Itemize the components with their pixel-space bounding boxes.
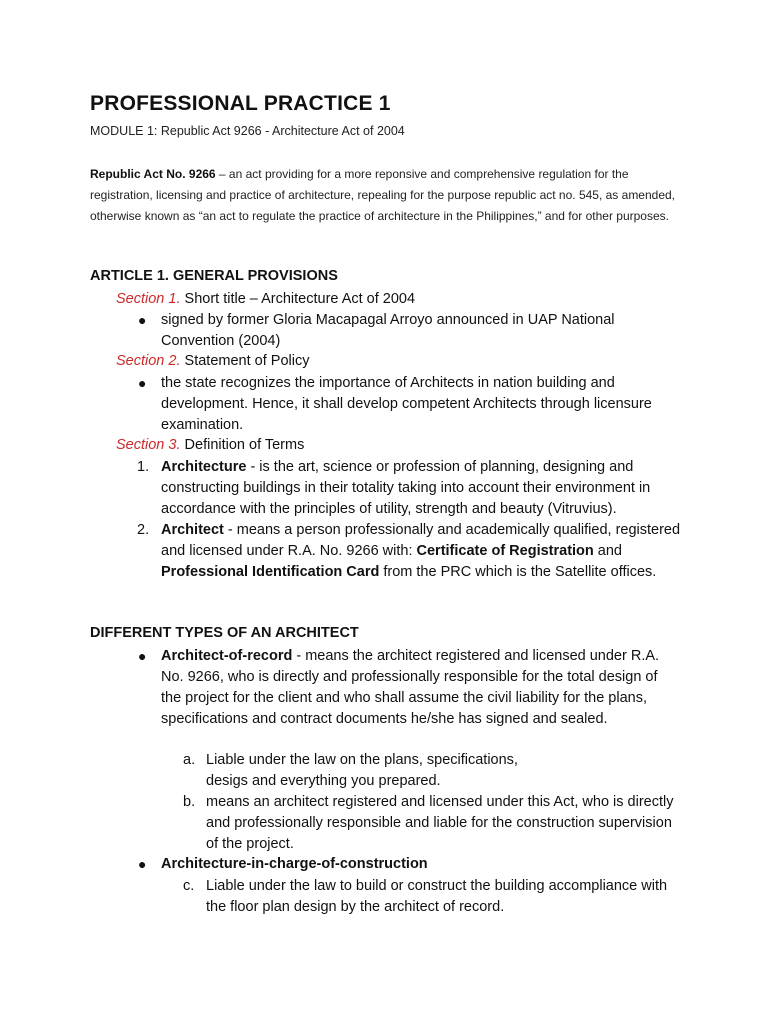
bullet-icon: ● [138, 856, 147, 872]
section-1 [116, 289, 415, 310]
bullet-icon: ● [138, 312, 147, 328]
term-bold: Professional Identification Card [161, 564, 380, 580]
list-letter: c. [183, 878, 195, 894]
term-bold: Certificate of Registration [416, 543, 594, 559]
term-definition [161, 457, 681, 520]
bullet-text [161, 646, 681, 730]
item-text [206, 750, 676, 792]
bullet-icon: ● [138, 375, 147, 391]
term-name: Architect [161, 522, 224, 538]
item-text: Liable under the law to build or construct the building accompliance with the floor plan design by the architect of record. [206, 878, 668, 915]
intro-paragraph [90, 164, 680, 227]
bullet-text: the state recognizes the importance of Architects in nation building and development. Hence, it shall develop competent Architects through licensure examination. [161, 375, 652, 433]
item-line: desigs and everything you prepared. [206, 773, 441, 789]
module-subtitle: MODULE 1: Republic Act 9266 - Architecture Act of 2004 [90, 124, 405, 138]
section-number: Section 1. [116, 291, 181, 307]
section-3 [116, 435, 304, 456]
list-number: 1. [137, 459, 150, 475]
term-text: - means the architect registered and licensed under R.A. No. 9266, who is directly and professionally responsible for the total design of the project for the client and who shall assume the civil liability for the plans, specifications and contract documents he/she has signed and sealed. [161, 648, 660, 727]
section-2 [116, 351, 309, 372]
term-name: Architecture [161, 459, 247, 475]
page-title: PROFESSIONAL PRACTICE 1 [90, 92, 391, 115]
intro-text: – an act providing for a more reponsive and comprehensive regulation for the registration, licensing and practice of architecture, repealing for the purpose republic act no. 545, as amended, otherwise known as “an act to regulate the practice of architecture in the Philippines,” and for other purposes. [90, 167, 676, 223]
section-number: Section 3. [116, 437, 181, 453]
term-definition [161, 520, 681, 583]
section-title: Statement of Policy [180, 353, 310, 369]
intro-bold-term: Republic Act No. 9266 [90, 167, 216, 181]
types-heading: DIFFERENT TYPES OF AN ARCHITECT [90, 625, 359, 641]
list-number: 2. [137, 522, 150, 538]
list-letter: b. [183, 794, 196, 810]
item-text: means an architect registered and licensed under this Act, who is directly and professionally responsible and liable for the construction supervision of the project. [206, 794, 674, 852]
term-text: from the PRC which is the Satellite offices. [379, 564, 657, 580]
list-letter: a. [183, 752, 196, 768]
term-text: - is the art, science or profession of planning, designing and constructing buildings in their totality taking into account their environment in accordance with the principles of utility, strength and beauty (Vitruvius). [161, 459, 651, 517]
term-text: - means a person professionally and academically qualified, registered and licensed under R.A. No. 9266 with: [161, 522, 681, 559]
bullet-text: signed by former Gloria Macapagal Arroyo announced in UAP National Convention (2004) [161, 312, 615, 349]
section-title: Short title – Architecture Act of 2004 [180, 291, 416, 307]
bullet-text [161, 854, 681, 875]
term-name: Architecture-in-charge-of-construction [161, 856, 428, 872]
section-title: Definition of Terms [180, 437, 305, 453]
bullet-icon: ● [138, 648, 147, 664]
section-number: Section 2. [116, 353, 181, 369]
term-name: Architect-of-record [161, 648, 293, 664]
article1-heading: ARTICLE 1. GENERAL PROVISIONS [90, 268, 338, 284]
item-line: Liable under the law on the plans, specifications, [206, 752, 518, 768]
term-text: and [593, 543, 622, 559]
